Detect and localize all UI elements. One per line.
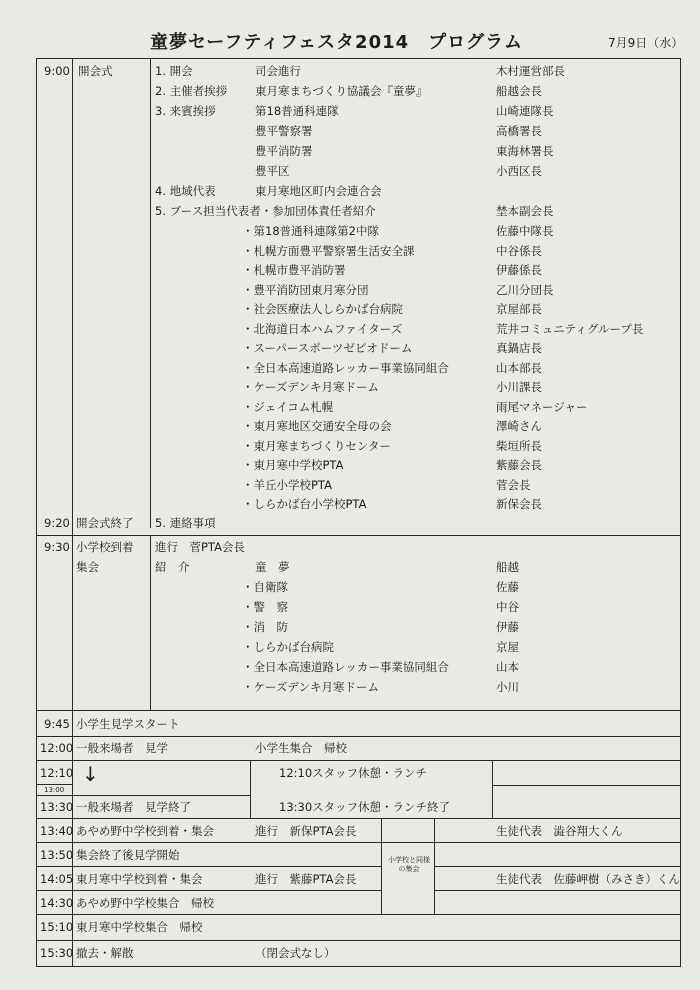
assembly-org: ・ケーズデンキ月寒ドーム: [242, 680, 379, 694]
assembly-person: 船越: [496, 560, 519, 574]
text-945: 小学生見学スタート: [76, 717, 180, 731]
staff-box-left: [250, 760, 251, 819]
staff-time-1210: 12:10: [279, 766, 313, 780]
note-1530: （閉会式なし）: [255, 946, 336, 960]
assembly-org: 童 夢: [255, 560, 290, 574]
table-border-top: [36, 58, 681, 59]
assembly-org: ・全日本高速道路レッカー事業協同組合: [242, 660, 449, 674]
row-separator: [36, 842, 681, 843]
table-border-right: [680, 58, 681, 967]
text-1510: 東月寒中学校集合 帰校: [76, 920, 203, 934]
row-separator: [36, 890, 381, 891]
time-1340: 13:40: [40, 824, 74, 838]
opening-item: 1. 開会: [155, 64, 193, 78]
opening-person: 小西区長: [496, 164, 542, 178]
booth-person: 佐藤中隊長: [496, 224, 554, 238]
booth-person: 紫藤会長: [496, 458, 542, 472]
row-separator: [434, 866, 681, 867]
time-945: 9:45: [44, 717, 70, 731]
opening-item: 3. 来賓挨拶: [155, 104, 216, 118]
booth-org: ・北海道日本ハムファイターズ: [242, 321, 403, 336]
row-separator: [36, 760, 681, 761]
booth-org: ・羊丘小学校PTA: [242, 477, 332, 492]
label-column-divider: [150, 58, 151, 528]
time-1350: 13:50: [40, 848, 74, 862]
booth-org: ・札幌市豊平消防署: [242, 263, 346, 277]
text-1200: 一般来場者 見学: [76, 741, 168, 755]
opening-person: 船越会長: [496, 84, 542, 98]
text-1330: 一般来場者 見学終了: [76, 800, 191, 814]
time-1405: 14:05: [40, 872, 74, 886]
booth-person: 京屋部長: [496, 302, 542, 316]
opening-person: 山崎連隊長: [496, 104, 554, 118]
assembly-host: 進行 菅PTA会長: [155, 540, 245, 554]
booth-person: 乙川分団長: [496, 282, 554, 297]
booth-org: ・札幌方面豊平警察署生活安全課: [242, 243, 415, 258]
opening-detail: 東月寒まちづくり協議会『童夢』: [255, 84, 428, 98]
row-separator: [36, 795, 251, 796]
assembly-label-2: 集会: [76, 560, 99, 574]
row-separator: [36, 710, 681, 711]
booth-org: ・東月寒まちづくりセンター: [242, 438, 391, 453]
opening-detail: 豊平警察署: [255, 124, 313, 138]
assembly-person: 京屋: [496, 640, 519, 654]
booth-org: ・ケーズデンキ月寒ドーム: [242, 380, 379, 394]
opening-detail: 豊平消防署: [255, 144, 313, 158]
table-border-left: [36, 58, 37, 967]
row-separator: [36, 940, 681, 941]
row-separator: [36, 535, 681, 536]
arrow-down-icon: ↓: [82, 762, 99, 786]
opening-end-label: 開会式終了: [76, 516, 134, 530]
assembly-org: ・自衛隊: [242, 580, 288, 594]
opening-detail: 東月寒地区町内会連合会: [255, 184, 382, 198]
booth-person: 真鍋店長: [496, 341, 542, 355]
booth-org: ・全日本高速道路レッカー事業協同組合: [242, 360, 449, 375]
text-1340: あやめ野中学校到着・集会: [76, 824, 214, 838]
opening-time: 9:00: [44, 64, 70, 78]
opening-detail: 豊平区: [255, 164, 290, 178]
text-1350: 集会終了後見学開始: [76, 848, 180, 862]
text-1200-students: 小学生集合 帰校: [255, 741, 347, 755]
booth-org: ・スーパースポーツゼビオドーム: [242, 341, 413, 355]
text-1430: あやめ野中学校集合 帰校: [76, 896, 214, 910]
middle-note: 小学校と同様の集会: [388, 856, 430, 873]
opening-person: 東海林署長: [496, 144, 554, 158]
assembly-org: ・しらかば台病院: [242, 640, 334, 654]
opening-item: 5. ブース担当代表者・参加団体責任者紹介: [155, 204, 376, 218]
booth-person: 山本部長: [496, 360, 542, 375]
row-separator: [36, 866, 381, 867]
booth-person: 菅会長: [496, 477, 531, 492]
row-separator: [36, 818, 681, 819]
time-1430: 14:30: [40, 896, 74, 910]
assembly-org: ・警 察: [242, 600, 288, 614]
assembly-time: 9:30: [44, 540, 70, 554]
table-border-bottom: [36, 966, 681, 967]
row-separator: [36, 914, 681, 915]
opening-end-item: 5. 連絡事項: [155, 516, 216, 530]
staff-text-1330: スタッフ休憩・ランチ終了: [312, 800, 450, 814]
time-1510: 15:10: [40, 920, 74, 934]
opening-person: 木村運営部長: [496, 64, 565, 78]
assembly-person: 中谷: [496, 600, 519, 614]
opening-item: 4. 地域代表: [155, 184, 216, 198]
rep-1405: 生徒代表 佐藤岬樹（みさき）くん: [496, 872, 680, 886]
assembly-person: 佐藤: [496, 580, 519, 594]
booth-person: 伊藤係長: [496, 263, 542, 277]
booth-org: ・第18普通科連隊第2中隊: [242, 224, 379, 238]
time-1210: 12:10: [40, 766, 74, 780]
assembly-person: 伊藤: [496, 620, 519, 634]
booth-org: ・社会医療法人しらかば台病院: [242, 302, 403, 316]
opening-detail: 第18普通科連隊: [255, 104, 339, 118]
assembly-org: ・消 防: [242, 620, 288, 634]
booth-org: ・東月寒中学校PTA: [242, 458, 344, 472]
label-column-divider-2: [150, 536, 151, 710]
opening-detail: 司会進行: [255, 64, 301, 78]
booth-person: 中谷係長: [496, 243, 542, 258]
rep-1340: 生徒代表 澁谷翔大くん: [496, 824, 623, 838]
booth-person: 新保会長: [496, 497, 542, 511]
staff-time-1330: 13:30: [279, 800, 313, 814]
opening-person: 高橋署長: [496, 124, 542, 138]
time-1530: 15:30: [40, 946, 74, 960]
page-title: 童夢セーフティフェスタ2014 プログラム: [150, 32, 523, 53]
booth-org: ・ジェイコム札幌: [242, 399, 334, 414]
booth-person: 小川課長: [496, 380, 542, 394]
note-box-left: [381, 818, 382, 915]
opening-label: 開会式: [78, 64, 113, 78]
booth-org: ・東月寒地区交通安全母の会: [242, 419, 392, 433]
row-separator: [36, 736, 681, 737]
event-date: 7月9日（水）: [608, 36, 684, 50]
booth-org: ・豊平消防団東月寒分団: [242, 282, 369, 297]
assembly-person: 小川: [496, 680, 519, 694]
opening-person: 埜本副会長: [496, 204, 554, 218]
time-1300: 13:00: [44, 786, 65, 794]
booth-person: 柴垣所長: [496, 438, 542, 453]
time-1200: 12:00: [40, 741, 74, 755]
row-separator: [434, 890, 681, 891]
row-separator: [36, 784, 72, 785]
assembly-intro-label: 紹 介: [155, 560, 190, 574]
time-1330: 13:30: [40, 800, 74, 814]
opening-end-time: 9:20: [44, 516, 70, 530]
text-1405: 東月寒中学校到着・集会: [76, 872, 203, 886]
assembly-label-1: 小学校到着: [76, 540, 134, 554]
host-1405: 進行 紫藤PTA会長: [255, 872, 357, 886]
staff-box-right: [492, 760, 493, 819]
booth-person: 澤崎さん: [496, 419, 542, 433]
booth-person: 雨尾マネージャー: [496, 399, 588, 414]
host-1340: 進行 新保PTA会長: [255, 824, 357, 838]
text-1530: 撤去・解散: [76, 946, 134, 960]
opening-item: 2. 主催者挨拶: [155, 84, 228, 98]
staff-text-1210: スタッフ休憩・ランチ: [312, 766, 427, 780]
row-separator: [492, 785, 681, 786]
note-box-right: [434, 818, 435, 915]
booth-person: 荒井コミュニティグループ長: [496, 321, 644, 336]
assembly-person: 山本: [496, 660, 519, 674]
booth-org: ・しらかば台小学校PTA: [242, 497, 367, 511]
